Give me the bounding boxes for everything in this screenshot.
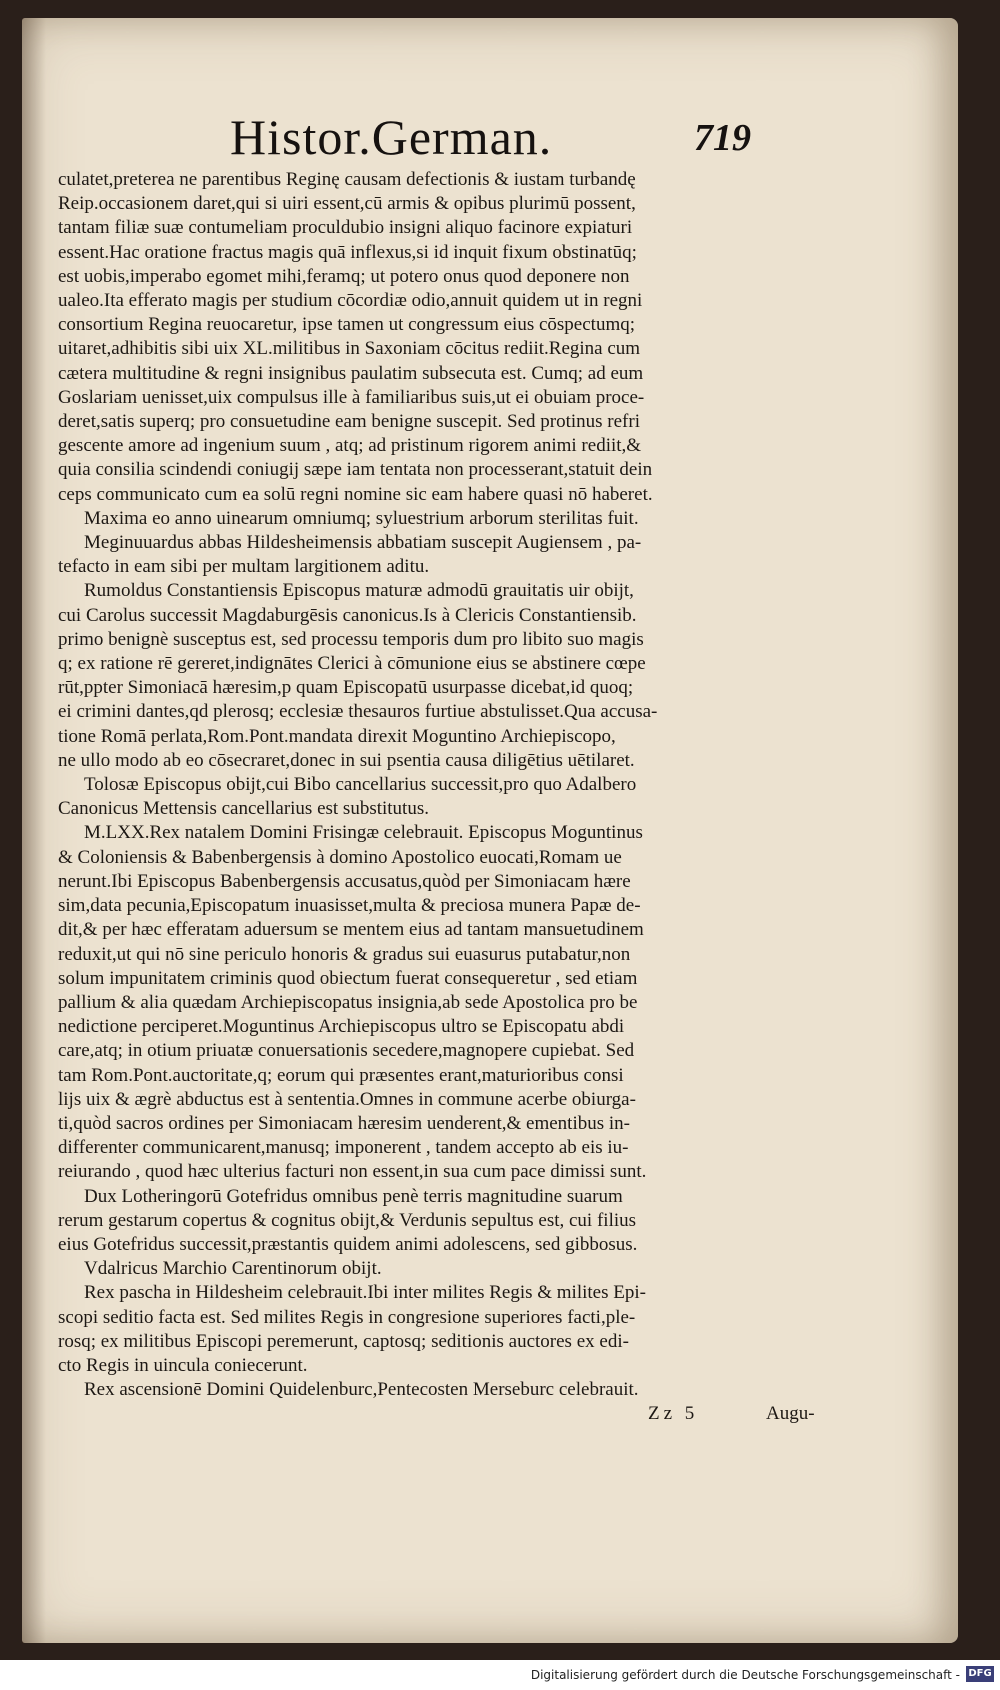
paragraph-line: rūt,ppter Simoniacā hæresim,p quam Episcopatū usurpasse dicebat,id quoq; (58, 677, 634, 699)
page-number: 719 (694, 117, 751, 159)
dfg-logo: DFG (966, 1666, 994, 1682)
paragraph-line: & Coloniensis & Babenbergensis à domino Apostolico euocati,Romam ue (58, 846, 622, 868)
paragraph-line: lijs uix & ægrè abductus est à sententia.Omnes in commune acerbe obiurga- (58, 1088, 636, 1110)
text-line: consortium Regina reuocaretur, ipse tamen ut congressum eius cōspectumq; (58, 314, 635, 336)
running-head (22, 94, 958, 174)
paragraph-line: Canonicus Mettensis cancellarius est substitutus. (58, 798, 429, 820)
digitization-footer (0, 1660, 1000, 1690)
paragraph-line: Meginuuardus abbas Hildesheimensis abbatiam suscepit Augiensem , pa- (84, 532, 642, 554)
paragraph-line: tefacto in eam sibi per multam largitionem aditu. (58, 556, 430, 578)
paragraph-line: scopi seditio facta est. Sed milites Regis in congresione superiores facti,ple- (58, 1306, 636, 1328)
paragraph-line: cto Regis in uincula coniecerunt. (58, 1354, 308, 1376)
paragraph-line: care,atq; in otium priuatæ conuersationis secedere,magnopere cupiebat. Sed (58, 1040, 635, 1062)
text-line: tantam filiæ suæ contumeliam proculdubio insigni aliquo facinore expiaturi (58, 217, 633, 239)
text-line: quia consilia scindendi coniugij sæpe iam tentata non processerant,statuit dein (58, 459, 653, 481)
paragraph-line: primo benignè susceptus est, sed processu temporis dum pro libito suo magis (58, 628, 644, 650)
paragraph-line: sim,data pecunia,Episcopatum inuasisset,multa & preciosa munera Papæ de- (58, 895, 641, 917)
paragraph-line: ti,quòd sacros ordines per Simoniacam hæresim uenderent,& ementibus in- (58, 1112, 630, 1134)
text-line: Reip.occasionem daret,qui si uiri essent,cū armis & opibus plurimū possent, (58, 193, 636, 215)
paragraph-line: rosq; ex militibus Episcopi peremerunt, captosq; seditionis auctores ex edi- (58, 1330, 629, 1352)
paragraph-line: rerum gestarum copertus & cognitus obijt,& Verdunis sepultus est, cui filius (58, 1209, 637, 1231)
text-line: culatet,preterea ne parentibus Reginę causam defectionis & iustam turbandę (58, 169, 636, 190)
paragraph-line: pallium & alia quædam Archiepiscopatus insignia,ab sede Apostolica pro be (58, 991, 638, 1013)
paragraph-line: ei crimini dantes,qd plerosq; ecclesiæ thesauros furtiue abstulisset.Qua accusa- (58, 701, 658, 723)
text-line: ualeo.Ita efferato magis per studium cōcordiæ odio,annuit quidem ut in regni (58, 290, 643, 312)
text-line: deret,satis superq; pro consuetudine eam benigne suscepit. Sed protinus refri (58, 411, 640, 433)
paragraph-line: solum impunitatem criminis quod obiectum fuerat consequeretur , sed etiam (58, 967, 638, 989)
text-line: Goslariam uenisset,uix compulsus ille à familiaribus suis,ut ei obuiam proce- (58, 386, 645, 408)
text-line: ceps communicato cum ea solū regni nomine sic eam habere quasi nō haberet. (58, 483, 653, 505)
paragraph-line: Dux Lotheringorū Gotefridus omnibus penè terris magnitudine suarum (84, 1185, 623, 1207)
text-line: essent.Hac oratione fractus magis quā inflexus,si id inquit fixum obstinatūq; (58, 241, 637, 263)
paragraph-line: nedictione perciperet.Moguntinus Archiepiscopus ultro se Episcopatu abdi (58, 1016, 625, 1038)
paragraph-line: nerunt.Ibi Episcopus Babenbergensis accusatus,quòd per Simoniacam hære (58, 870, 631, 892)
paragraph-line: tione Romā perlata,Rom.Pont.mandata direxit Moguntino Archiepiscopo, (58, 725, 616, 747)
paragraph-line: q; ex ratione rē gereret,indignātes Clerici à cōmunione eius se abstinere cœpe (58, 653, 646, 675)
paragraph-line: tam Rom.Pont.auctoritate,q; eorum qui præsentes erant,maturioribus consi (58, 1064, 624, 1086)
text-line: est uobis,imperabo egomet mihi,feramq; ut potero onus quod deponere non (58, 265, 630, 287)
paragraph-line: Tolosæ Episcopus obijt,cui Bibo cancellarius successit,pro quo Adalbero (84, 774, 637, 796)
paragraph-line: ne ullo modo ab eo cōsecraret,donec in sui psentia causa diligētius uētilaret. (58, 749, 635, 771)
signature-mark: Zz 5 (648, 1403, 699, 1424)
catchword: Augu- (766, 1403, 815, 1424)
paragraph-line: Rex ascensionē Domini Quidelenburc,Pentecosten Merseburc celebrauit. (84, 1379, 639, 1401)
text-line: cætera multitudine & regni insignibus paulatim subsecuta est. Cumq; ad eum (58, 362, 644, 384)
text-line: gescente amore ad ingenium suum , atq; ad pristinum rigorem animi rediit,& (58, 435, 642, 457)
body-text (58, 168, 820, 1402)
paragraph-line: eius Gotefridus successit,præstantis quidem animi adolescens, sed gibbosus. (58, 1233, 638, 1255)
paragraph-line: cui Carolus successit Magdaburgēsis canonicus.Is à Clericis Constantiensib. (58, 604, 637, 626)
paragraph-line: reduxit,ut qui nō sine periculo honoris & gradus sui euasurus putabatur,non (58, 943, 631, 965)
paragraph-line: reiurando , quod hæc ulterius facturi non essent,in sua cum pace dimissi sunt. (58, 1161, 647, 1183)
book-page (22, 18, 958, 1643)
paragraph-line: Rumoldus Constantiensis Episcopus maturæ admodū grauitatis uir obijt, (84, 580, 634, 602)
paragraph-line: Rex pascha in Hildesheim celebrauit.Ibi inter milites Regis & milites Epi- (84, 1282, 646, 1304)
digitization-notice: Digitalisierung gefördert durch die Deutsche Forschungsgemeinschaft - (530, 1668, 960, 1682)
paragraph-line: dit,& per hæc efferatam aduersum se mentem eius ad tantam mansuetudinem (58, 919, 644, 941)
paragraph-line: differenter communicarent,manusq; imponerent , tandem accepto ab eis iu- (58, 1137, 629, 1159)
catchline (58, 1403, 820, 1429)
paragraph-line: M.LXX.Rex natalem Domini Frisingæ celebrauit. Episcopus Moguntinus (84, 822, 643, 844)
page-title: Histor.German. (230, 109, 553, 165)
paragraph-line: Maxima eo anno uinearum omniumq; syluestrium arborum sterilitas fuit. (84, 507, 639, 529)
paragraph-line: Vdalricus Marchio Carentinorum obijt. (84, 1258, 382, 1280)
text-line: uitaret,adhibitis sibi uix XL.militibus in Saxoniam cōcitus rediit.Regina cum (58, 338, 641, 360)
